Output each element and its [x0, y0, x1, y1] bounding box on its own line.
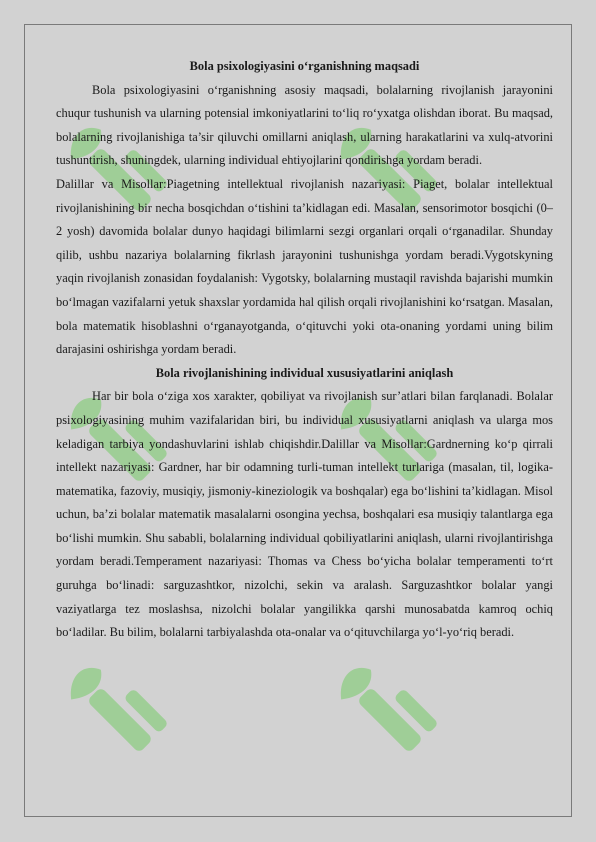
leaf-watermark-icon — [62, 653, 169, 760]
leaf-watermark-icon — [332, 653, 439, 760]
document-body — [56, 55, 553, 645]
document-page — [24, 24, 572, 817]
heading-individual-traits: Bola rivojlanishining individual xususiyatlarini aniqlash — [155, 365, 454, 380]
paragraph-purpose: Bola psixologiyasini o‘rganishning asosiy maqsadi, bolalarning rivojlanish jarayonini chuqur tushunish va ularning potensial imkoniyatlarini to‘liq ro‘yxatga olishdan iborat. Bu maqsad, bolalarning rivojlanishiga ta’sir qiluvchi omillarni aniqlash, ularning harakatlarini va xulq-atvorini tushuntirish, shuningdek, ularning individual ehtiyojlarini qondirishga yordam beradi. — [56, 82, 553, 168]
paragraph-individual-traits: Har bir bola o‘ziga xos xarakter, qobiliyat va rivojlanish sur’atlari bilan farqlanadi. Bolalar psixologiyasining muhim vazifalaridan biri, bu individual xususiyatlarni aniqlash va ularga mos keladigan tarbiya yondashuvlarini ishlab chiqishdir.Dalillar va Misollar:Gardnerning ko‘p qirrali intellekt nazariyasi: Gardner, har bir odamning turli-tuman intellekt turlariga (masalan, til, logika-matematika, fazoviy, musiqiy, jismoniy-kineziologik va boshqalar) ega bo‘lishini ta’kidlagan. Misol uchun, ba’zi bolalar matematik masalalarni osongina yechsa, boshqalari esa musiqiy talantlarga ega bo‘lishi mumkin. Shu sababli, bolalarning individual qobiliyatlarini aniqlash, ularni rivojlantirishga yordam beradi.Temperament nazariyasi: Thomas va Chess bo‘yicha bolalar temperamenti to‘rt guruhga bo‘linadi: sarguzashtkor, nizolchi, sekin va aralash. Sarguzashtkor bolalar yangi vaziyatlarga tez moslashsa, nizolchi bolalar yangilikka qarshi munosabatda kamroq ochiq bo‘ladilar. Bu bilim, bolalarni tarbiyalashda ota-onalar va o‘qituvchilarga yo‘l-yo‘riq beradi. — [56, 389, 553, 640]
paragraph-evidence-piaget-vygotsky: Dalillar va Misollar:Piagetning intellektual rivojlanish nazariyasi: Piaget, bolalar intellektual rivojlanishining bir necha bosqichdan o‘tishini ta’kidlagan edi. Masalan, sensorimotor bosqichi (0–2 yosh) davomida bolalar dunyo haqidagi bilimlarni sezgi organlari orqali o‘rganadilar. Shunday qilib, ushbu nazariya bolalarning fikrlash jarayonini tushunishga yordam beradi.Vygotskyning yaqin rivojlanish zonasidan foydalanish: Vygotsky, bolalarning mustaqil ravishda bajarishi mumkin bo‘lmagan vazifalarni yetuk shaxslar yordamida hal qilish orqali rivojlanishini ko‘rsatgan. Masalan, bola matematik hisoblashni o‘rganayotganda, o‘qituvchi yoki ota-onaning yordami uning bilim darajasini oshirishga yordam beradi. — [56, 176, 553, 357]
heading-purpose: Bola psixologiyasini o‘rganishning maqsadi — [189, 59, 420, 73]
